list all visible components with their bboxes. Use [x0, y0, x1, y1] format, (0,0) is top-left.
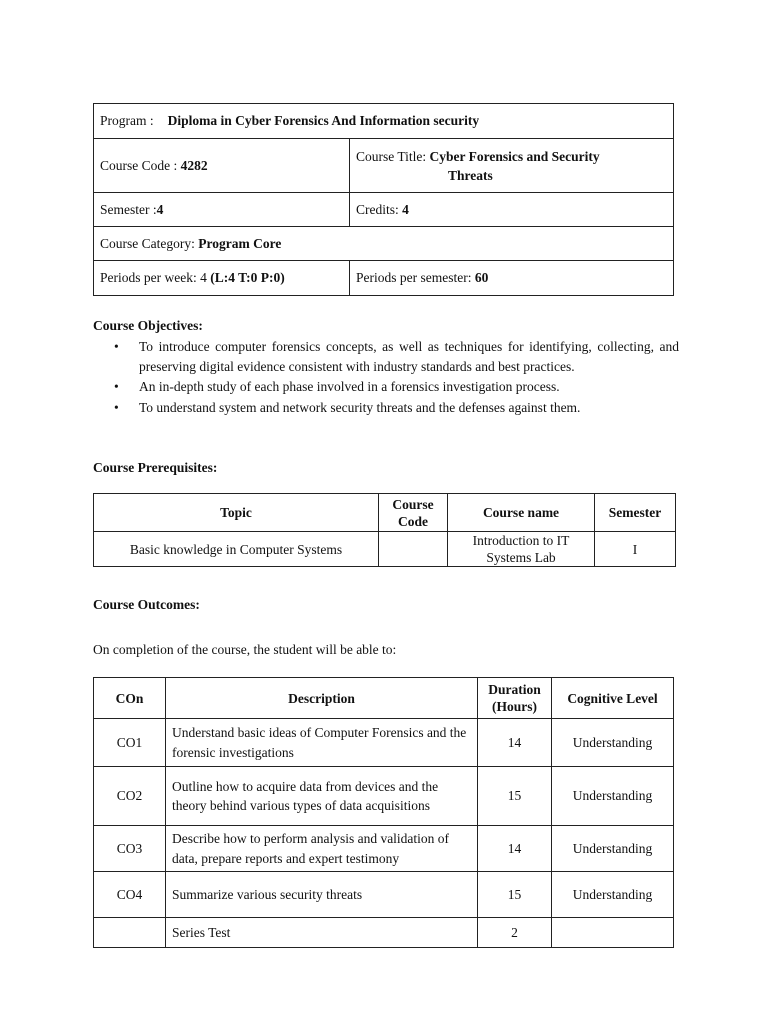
outcome-con: CO3	[94, 826, 166, 872]
credits-label: Credits:	[356, 201, 399, 217]
periods-semester-value: 60	[474, 270, 489, 285]
outcome-level: Understanding	[552, 826, 674, 872]
prereq-header-topic: Topic	[94, 494, 379, 532]
periods-semester-cell	[350, 261, 674, 296]
outcome-level: Understanding	[552, 767, 674, 826]
objective-item: • To introduce computer forensics concepts, as well as techniques for identifying, collecting, and preserving digital evidence consistent with industry standards and best practices.	[93, 337, 679, 376]
outcomes-table	[93, 677, 674, 948]
outcomes-heading: Course Outcomes:	[93, 597, 200, 612]
outcome-description: Series Test	[166, 918, 478, 948]
table-row	[94, 767, 674, 826]
outcomes-intro: On completion of the course, the student will be able to:	[93, 642, 397, 657]
objective-item: • An in-depth study of each phase involved in a forensics investigation process.	[93, 377, 679, 397]
credits-value: 4	[402, 201, 409, 217]
periods-semester-label: Periods per semester:	[356, 270, 472, 285]
table-row	[94, 719, 674, 767]
prerequisites-table	[93, 493, 676, 567]
outcome-description: Understand basic ideas of Computer Forensics and the forensic investigations	[166, 719, 478, 767]
outcome-description: Outline how to acquire data from devices and the theory behind various types of data acquisitions	[166, 767, 478, 826]
course-info-table	[93, 103, 674, 296]
objectives-heading: Course Objectives:	[93, 318, 203, 333]
outcome-con: CO1	[94, 719, 166, 767]
outcome-hours: 14	[478, 719, 552, 767]
course-code-value: 4282	[180, 157, 208, 173]
outcomes-header-con: COn	[94, 678, 166, 719]
outcome-con: CO4	[94, 872, 166, 918]
prereq-header-code: Course Code	[379, 494, 448, 532]
periods-week-cell	[94, 261, 350, 296]
outcome-con	[94, 918, 166, 948]
prereq-topic: Basic knowledge in Computer Systems	[94, 532, 379, 567]
outcomes-header-duration: Duration (Hours)	[478, 678, 552, 719]
prereq-header-semester: Semester	[595, 494, 676, 532]
periods-week-label: Periods per week: 4	[100, 270, 207, 285]
category-value: Program Core	[198, 235, 282, 251]
outcome-level: Understanding	[552, 719, 674, 767]
program-cell	[94, 104, 674, 139]
table-row	[94, 918, 674, 948]
outcomes-header-level: Cognitive Level	[552, 678, 674, 719]
course-code-label: Course Code :	[100, 157, 178, 173]
table-row	[94, 826, 674, 872]
outcome-hours: 15	[478, 872, 552, 918]
periods-week-value: (L:4 T:0 P:0)	[210, 270, 285, 285]
program-value: Diploma in Cyber Forensics And Information security	[167, 113, 480, 128]
semester-cell	[94, 193, 350, 227]
credits-cell	[350, 193, 674, 227]
outcome-level	[552, 918, 674, 948]
outcome-hours: 2	[478, 918, 552, 948]
outcome-con: CO2	[94, 767, 166, 826]
objectives-list	[93, 337, 679, 418]
objective-item: • To understand system and network security threats and the defenses against them.	[93, 398, 679, 418]
semester-label: Semester :	[100, 201, 157, 217]
outcomes-header-description: Description	[166, 678, 478, 719]
prereq-semester: I	[595, 532, 676, 567]
table-row	[94, 872, 674, 918]
category-cell	[94, 227, 674, 261]
outcome-level: Understanding	[552, 872, 674, 918]
outcome-description: Describe how to perform analysis and validation of data, prepare reports and expert testimony	[166, 826, 478, 872]
category-label: Course Category:	[100, 235, 195, 251]
course-title-value-line2: Threats	[448, 167, 493, 183]
course-title-cell	[350, 139, 674, 193]
outcome-hours: 15	[478, 767, 552, 826]
prereq-code	[379, 532, 448, 567]
prerequisites-heading: Course Prerequisites:	[93, 460, 218, 475]
course-title-label: Course Title:	[356, 148, 427, 164]
prereq-header-name: Course name	[448, 494, 595, 532]
prereq-name: Introduction to IT Systems Lab	[448, 532, 595, 567]
semester-value: 4	[156, 201, 164, 217]
program-label: Program :	[100, 113, 154, 128]
course-code-cell	[94, 139, 350, 193]
outcome-hours: 14	[478, 826, 552, 872]
course-title-value-line1: Cyber Forensics and Security	[429, 148, 600, 164]
outcome-description: Summarize various security threats	[166, 872, 478, 918]
